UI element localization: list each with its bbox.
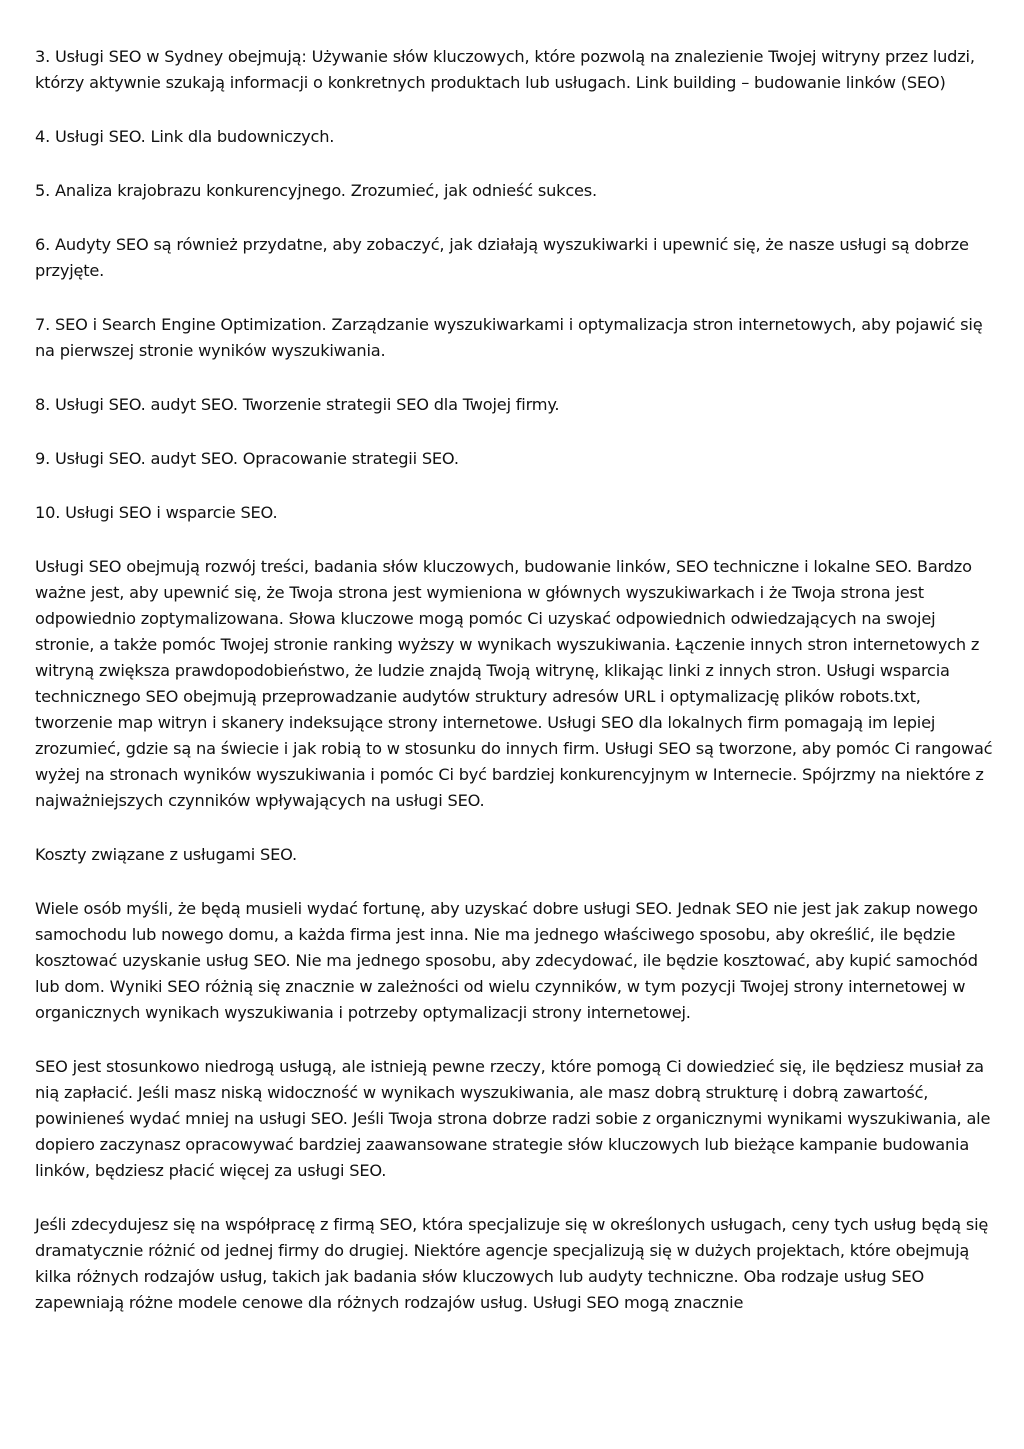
list-item-5: 5. Analiza krajobrazu konkurencyjnego. Zrozumieć, jak odnieść sukces.: [35, 181, 597, 200]
list-item-9: 9. Usługi SEO. audyt SEO. Opracowanie strategii SEO.: [35, 449, 459, 468]
list-item-3: 3. Usługi SEO w Sydney obejmują: Używanie słów kluczowych, które pozwolą na znalezienie Twojej witryny przez ludzi, którzy aktywnie szukają informacji o konkretnych produktach lub usługach. Link building – budowanie linków (SEO): [35, 47, 975, 92]
section-heading-costs: Koszty związane z usługami SEO.: [35, 845, 297, 864]
list-item-10: 10. Usługi SEO i wsparcie SEO.: [35, 503, 278, 522]
body-paragraph-pricing: SEO jest stosunkowo niedrogą usługą, ale istnieją pewne rzeczy, które pomogą Ci dowiedzieć się, ile będziesz musiał za nią zapłacić. Jeśli masz niską widoczność w wynikach wyszukiwania, ale masz dobrą strukturę i dobrą zawartość, powinieneś wydać mniej na usługi SEO. Jeśli Twoja strona dobrze radzi sobie z organicznymi wynikami wyszukiwania, ale dopiero zaczynasz opracowywać bardziej zaawansowane strategie słów kluczowych lub bieżące kampanie budowania linków, będziesz płacić więcej za usługi SEO.: [35, 1057, 991, 1180]
document-page: [35, 44, 997, 1344]
list-item-7: 7. SEO i Search Engine Optimization. Zarządzanie wyszukiwarkami i optymalizacja stron internetowych, aby pojawić się na pierwszej stronie wyników wyszukiwania.: [35, 315, 983, 360]
body-paragraph-agencies: Jeśli zdecydujesz się na współpracę z firmą SEO, która specjalizuje się w określonych usługach, ceny tych usług będą się dramatycznie różnić od jednej firmy do drugiej. Niektóre agencje specjalizują się w dużych projektach, które obejmują kilka różnych rodzajów usług, takich jak badania słów kluczowych lub audyty techniczne. Oba rodzaje usług SEO zapewniają różne modele cenowe dla różnych rodzajów usług. Usługi SEO mogą znacznie: [35, 1215, 989, 1312]
list-item-6: 6. Audyty SEO są również przydatne, aby zobaczyć, jak działają wyszukiwarki i upewnić się, że nasze usługi są dobrze przyjęte.: [35, 235, 969, 280]
body-paragraph-costs: Wiele osób myśli, że będą musieli wydać fortunę, aby uzyskać dobre usługi SEO. Jednak SEO nie jest jak zakup nowego samochodu lub nowego domu, a każda firma jest inna. Nie ma jednego właściwego sposobu, aby określić, ile będzie kosztować uzyskanie usług SEO. Nie ma jednego sposobu, aby zdecydować, ile będzie kosztować, aby kupić samochód lub dom. Wyniki SEO różnią się znacznie w zależności od wielu czynników, w tym pozycji Twojej strony internetowej w organicznych wynikach wyszukiwania i potrzeby optymalizacji strony internetowej.: [35, 899, 978, 1022]
body-paragraph-seo-services: Usługi SEO obejmują rozwój treści, badania słów kluczowych, budowanie linków, SEO techniczne i lokalne SEO. Bardzo ważne jest, aby upewnić się, że Twoja strona jest wymieniona w głównych wyszukiwarkach i że Twoja strona jest odpowiednio zoptymalizowana. Słowa kluczowe mogą pomóc Ci uzyskać odpowiednich odwiedzających na swojej stronie, a także pomóc Twojej stronie ranking wyższy w wynikach wyszukiwania. Łączenie innych stron internetowych z witryną zwiększa prawdopodobieństwo, że ludzie znajdą Twoją witrynę, klikając linki z innych stron. Usługi wsparcia technicznego SEO obejmują przeprowadzanie audytów struktury adresów URL i optymalizację plików robots.txt, tworzenie map witryn i skanery indeksujące strony internetowe. Usługi SEO dla lokalnych firm pomagają im lepiej zrozumieć, gdzie są na świecie i jak robią to w stosunku do innych firm. Usługi SEO są tworzone, aby pomóc Ci rangować wyżej na stronach wyników wyszukiwania i pomóc Ci być bardziej konkurencyjnym w Internecie. Spójrzmy na niektóre z najważniejszych czynników wpływających na usługi SEO.: [35, 557, 993, 810]
list-item-4: 4. Usługi SEO. Link dla budowniczych.: [35, 127, 335, 146]
list-item-8: 8. Usługi SEO. audyt SEO. Tworzenie strategii SEO dla Twojej firmy.: [35, 395, 560, 414]
